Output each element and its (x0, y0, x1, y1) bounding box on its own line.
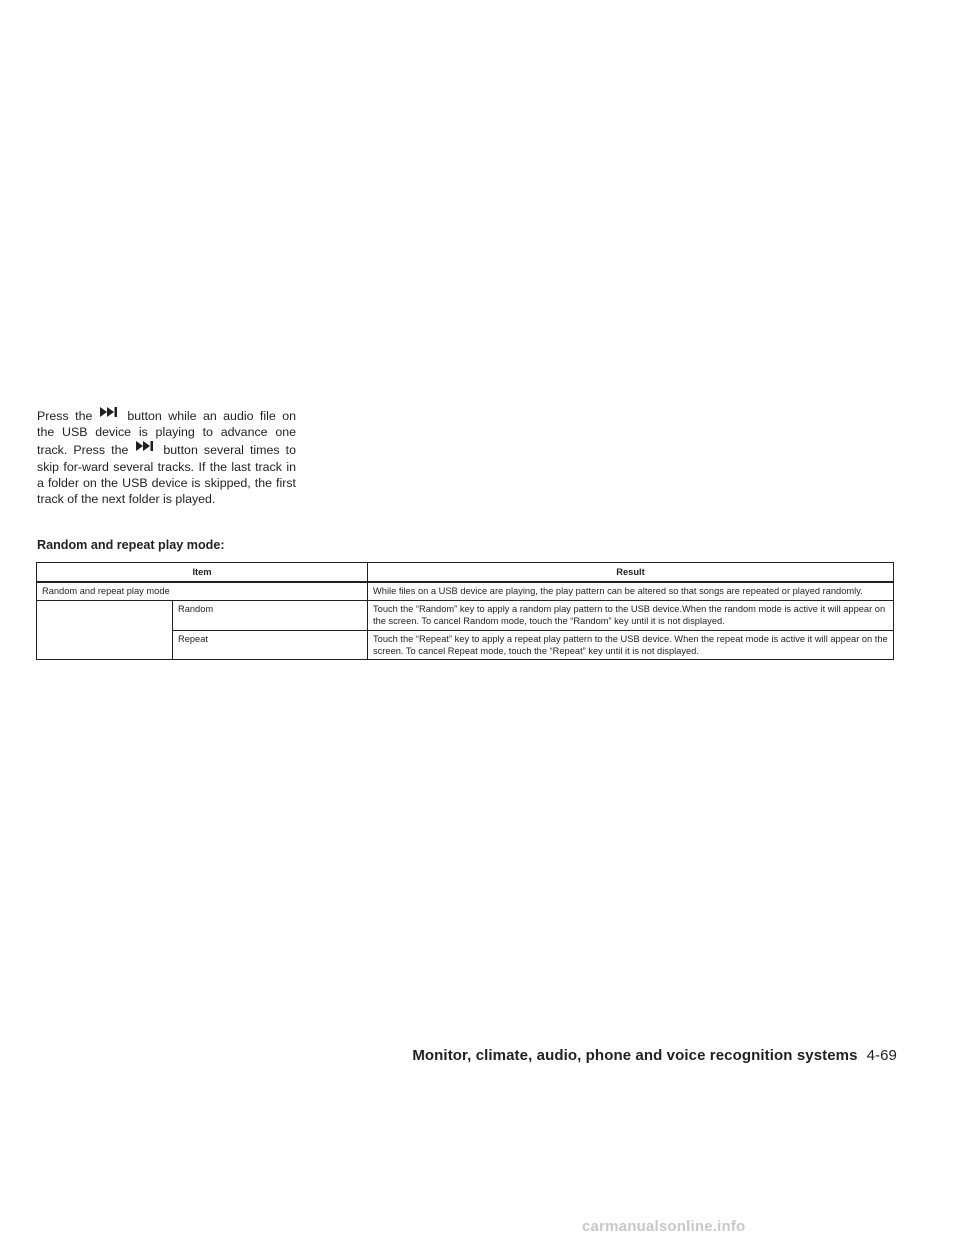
skip-forward-icon (99, 406, 119, 418)
row-item: Repeat (173, 630, 368, 660)
table-header-row (37, 563, 894, 583)
row-result: While files on a USB device are playing, the play pattern can be altered so that songs are repeated or played randomly. (368, 582, 894, 600)
row-result: Touch the “Repeat” key to apply a repeat play pattern to the USB device. When the repeat mode is active it will appear on the screen. To cancel Repeat mode, touch the “Repeat” key until it is not displayed. (368, 630, 894, 660)
skip-forward-icon (135, 440, 155, 452)
table-row (37, 582, 894, 600)
header-item: Item (37, 563, 368, 583)
sentence-1-text: button while an audio file on the USB device is playing to advance one track. (37, 409, 297, 458)
paragraph-text (37, 406, 296, 507)
page-number: 4-69 (866, 1047, 897, 1064)
footer-section-title: Monitor, climate, audio, phone and voice recognition systems (412, 1047, 858, 1064)
row-item-blank (37, 600, 173, 660)
sentence-2-prefix: Press the (73, 443, 129, 458)
page-footer (412, 1047, 897, 1064)
watermark: carmanualsonline.info (582, 1218, 746, 1235)
table-row (37, 600, 894, 630)
sentence-2-text: button several times to skip for-ward several tracks. If the last track in a folder on the USB device is skipped, the first track of the next folder is played. (37, 443, 296, 507)
row-item: Random (173, 600, 368, 630)
header-result: Result (368, 563, 894, 583)
row-item: Random and repeat play mode (37, 582, 368, 600)
row-result: Touch the “Random” key to apply a random play pattern to the USB device.When the random mode is active it will appear on the screen. To cancel Random mode, touch the “Random” key until it is not displayed. (368, 600, 894, 630)
play-mode-table (36, 562, 894, 660)
sentence-1-prefix: Press the (37, 409, 93, 423)
body-paragraph (37, 406, 296, 507)
section-heading: Random and repeat play mode: (37, 538, 225, 552)
